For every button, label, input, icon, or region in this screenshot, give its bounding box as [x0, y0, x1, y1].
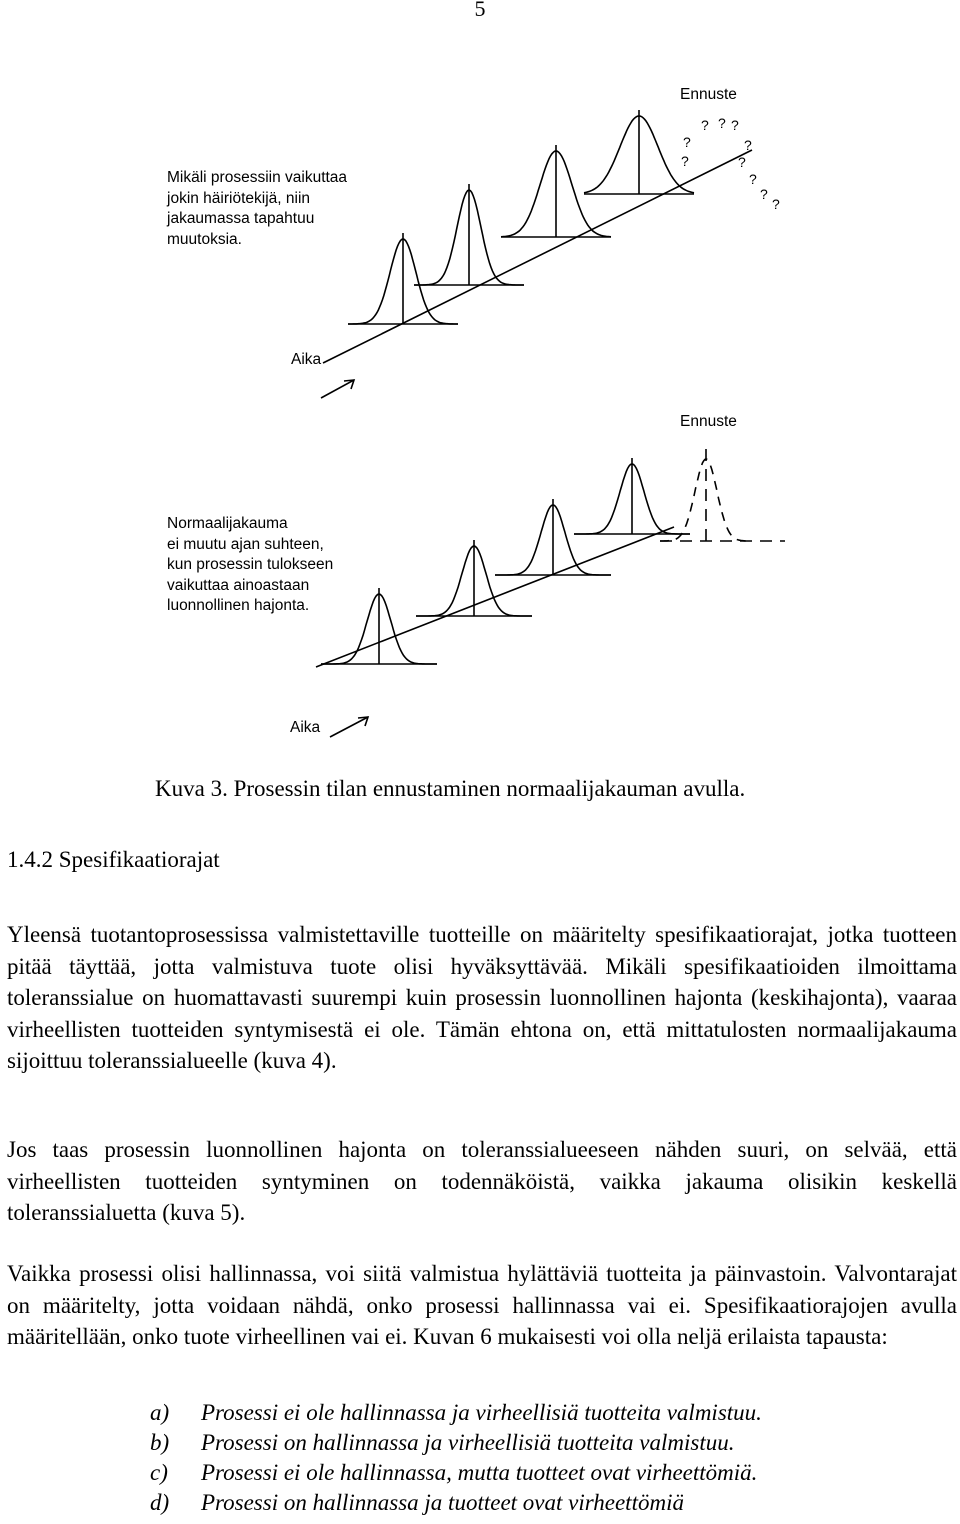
bottom-forecast-label: Ennuste: [680, 413, 737, 430]
normal-distribution-figure: [0, 0, 960, 760]
paragraph: Yleensä tuotantoprosessissa valmistettaville tuotteille on määritelty spesifikaatiorajat, jotka tuotteen pitää täyttää, jotta valmistuva tuote olisi hyväksyttävää. Mikäli spesifikaatioiden ilmoittama toleranssialue on huomattavasti suurempi kuin prosessin luonnollinen hajonta (keskihajonta), vaaraa virheellisten tuotteiden syntymisestä ei ole. Tämän ehtona on, että mittatulosten normaalijakauma sijoittuu toleranssialueelle (kuva 4).: [7, 922, 957, 1073]
top-figure-description: [167, 168, 347, 250]
paragraph: Jos taas prosessin luonnollinen hajonta on toleranssialueeseen nähden suuri, on selvää, että virheellisten tuotteiden syntyminen on todennäköistä, vaikka jakauma olisikin keskellä toleranssialuetta (kuva 5).: [7, 1137, 957, 1225]
time-arrow: [330, 717, 368, 737]
question-mark: ?: [744, 137, 752, 153]
question-mark: ?: [701, 117, 709, 133]
bottom-time-label: Aika: [290, 719, 321, 736]
bottom-description-line: luonnollinen hajonta.: [167, 597, 310, 614]
list-text: Prosessi ei ole hallinnassa ja virheellisiä tuotteita valmistuu.: [201, 1400, 762, 1425]
time-axis: [323, 150, 752, 363]
list-text: Prosessi ei ole hallinnassa, mutta tuotteet ovat virheettömiä.: [201, 1460, 758, 1485]
section-heading: 1.4.2 Spesifikaatiorajat: [7, 847, 220, 872]
list-item: [150, 1398, 762, 1428]
top-description-line: muutoksia.: [167, 230, 242, 248]
question-mark: ?: [718, 115, 726, 131]
list-marker: d): [150, 1490, 170, 1515]
list-marker: b): [150, 1430, 170, 1455]
question-mark: ?: [683, 134, 691, 150]
time-arrow: [321, 380, 354, 398]
question-mark: ?: [760, 186, 768, 202]
list-text: Prosessi on hallinnassa ja tuotteet ovat virheettömiä: [201, 1490, 684, 1515]
list-marker: c): [150, 1460, 168, 1485]
page-number: 5: [474, 0, 486, 21]
list-item: [150, 1488, 762, 1518]
list-item: [150, 1428, 762, 1458]
forecast-question-marks: [681, 115, 780, 212]
bottom-description-line: ei muutu ajan suhteen,: [167, 535, 324, 553]
bottom-diagram: [316, 448, 785, 737]
figure-caption: Kuva 3. Prosessin tilan ennustaminen normaalijakauman avulla.: [155, 776, 746, 801]
list-marker: a): [150, 1400, 170, 1425]
top-forecast-label: Ennuste: [680, 86, 737, 103]
list-text: Prosessi on hallinnassa ja virheellisiä tuotteita valmistuu.: [201, 1430, 735, 1455]
question-mark: ?: [681, 153, 689, 169]
question-mark: ?: [731, 117, 739, 133]
bottom-description-line: vaikuttaa ainoastaan: [167, 576, 310, 594]
top-description-line: Mikäli prosessiin vaikuttaa: [167, 169, 348, 186]
bottom-description-line: Normaalijakauma: [167, 515, 288, 532]
top-time-label: Aika: [291, 351, 322, 368]
cases-list: [150, 1398, 762, 1518]
list-item: [150, 1458, 762, 1488]
time-axis: [316, 527, 674, 667]
question-mark: ?: [772, 196, 780, 212]
bottom-description-line: kun prosessin tulokseen: [167, 556, 334, 573]
question-mark: ?: [738, 154, 746, 170]
question-mark: ?: [749, 171, 757, 187]
top-description-line: jakaumassa tapahtuu: [167, 210, 315, 227]
bottom-figure-description: [167, 514, 333, 617]
paragraph: Vaikka prosessi olisi hallinnassa, voi siitä valmistua hylättäviä tuotteita ja päinvastoin. Valvontarajat on määritelty, jotta voidaan nähdä, onko prosessi hallinnassa vai ei. Spesifikaatiorajojen avulla määritellään, onko tuote virheellinen vai ei. Kuvan 6 mukaisesti voi olla neljä erilaista tapausta:: [7, 1261, 957, 1349]
top-description-line: jokin häiriötekijä, niin: [167, 189, 311, 207]
